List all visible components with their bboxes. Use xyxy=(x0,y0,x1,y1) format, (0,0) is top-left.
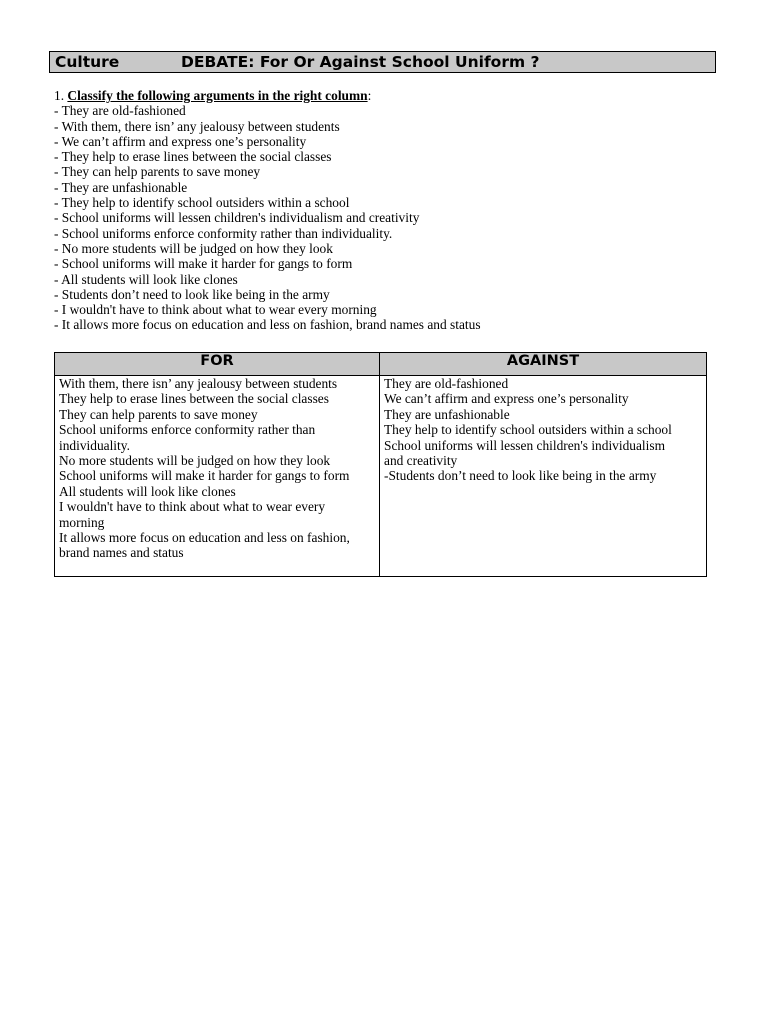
question-colon: : xyxy=(367,88,372,103)
against-argument-line: We can’t affirm and express one’s personality xyxy=(384,391,629,407)
for-argument-line: School uniforms will make it harder for gangs to form xyxy=(59,468,350,484)
for-column-header: FOR xyxy=(55,353,380,376)
against-argument-line: and creativity xyxy=(384,453,458,469)
for-argument-line: No more students will be judged on how they look xyxy=(59,453,331,469)
argument-item: - They help to identify school outsiders within a school xyxy=(54,195,350,211)
for-argument-line: They can help parents to save money xyxy=(59,406,258,422)
section-label: Culture xyxy=(55,53,120,71)
against-argument-line: They are old-fashioned xyxy=(384,376,509,391)
argument-item: - They are unfashionable xyxy=(54,179,188,195)
argument-item: - I wouldn't have to think about what to wear every morning xyxy=(54,302,377,318)
instructions-block xyxy=(54,88,481,333)
against-argument-line: -Students don’t need to look like being in the army xyxy=(384,468,657,484)
argument-item: - All students will look like clones xyxy=(54,271,238,287)
question-number: 1. xyxy=(54,88,65,103)
argument-item: - It allows more focus on education and less on fashion, brand names and status xyxy=(54,317,481,333)
argument-item: - School uniforms enforce conformity rather than individuality. xyxy=(54,225,393,241)
argument-item: - Students don’t need to look like being in the army xyxy=(54,286,330,302)
argument-item: - School uniforms will make it harder for gangs to form xyxy=(54,256,353,272)
for-column-cell[interactable] xyxy=(55,376,380,577)
for-argument-line: They help to erase lines between the social classes xyxy=(59,391,329,407)
argument-item: - They can help parents to save money xyxy=(54,164,261,180)
question-text: Classify the following arguments in the right column xyxy=(67,88,368,103)
table-row xyxy=(55,376,707,577)
title-bar xyxy=(49,51,716,73)
argument-list xyxy=(54,103,481,332)
for-argument-line: With them, there isn’ any jealousy between students xyxy=(59,376,338,391)
instructions-heading xyxy=(54,88,481,103)
argument-item: - No more students will be judged on how they look xyxy=(54,240,333,256)
argument-item: - We can’t affirm and express one’s personality xyxy=(54,133,307,149)
against-argument-line: School uniforms will lessen children's individualism xyxy=(384,437,665,453)
for-argument-line: morning xyxy=(59,514,105,530)
against-argument-line: They are unfashionable xyxy=(384,406,510,422)
for-argument-line: I wouldn't have to think about what to wear every xyxy=(59,499,326,515)
argument-item: - With them, there isn’ any jealousy between students xyxy=(54,118,340,134)
against-argument-line: They help to identify school outsiders within a school xyxy=(384,422,672,438)
classification-table xyxy=(54,352,707,577)
for-argument-line: It allows more focus on education and less on fashion, xyxy=(59,530,350,546)
table-header-row xyxy=(55,353,707,376)
for-argument-line: School uniforms enforce conformity rather than xyxy=(59,422,316,438)
page-title: DEBATE: For Or Against School Uniform ? xyxy=(181,53,540,71)
argument-item: - They help to erase lines between the social classes xyxy=(54,149,332,165)
for-argument-line: All students will look like clones xyxy=(59,483,236,499)
against-column-header: AGAINST xyxy=(380,353,707,376)
argument-item: - School uniforms will lessen children's individualism and creativity xyxy=(54,210,420,226)
for-argument-line: brand names and status xyxy=(59,545,184,561)
against-column-cell[interactable] xyxy=(380,376,707,577)
for-argument-line: individuality. xyxy=(59,437,130,453)
argument-item: - They are old-fashioned xyxy=(54,103,186,119)
